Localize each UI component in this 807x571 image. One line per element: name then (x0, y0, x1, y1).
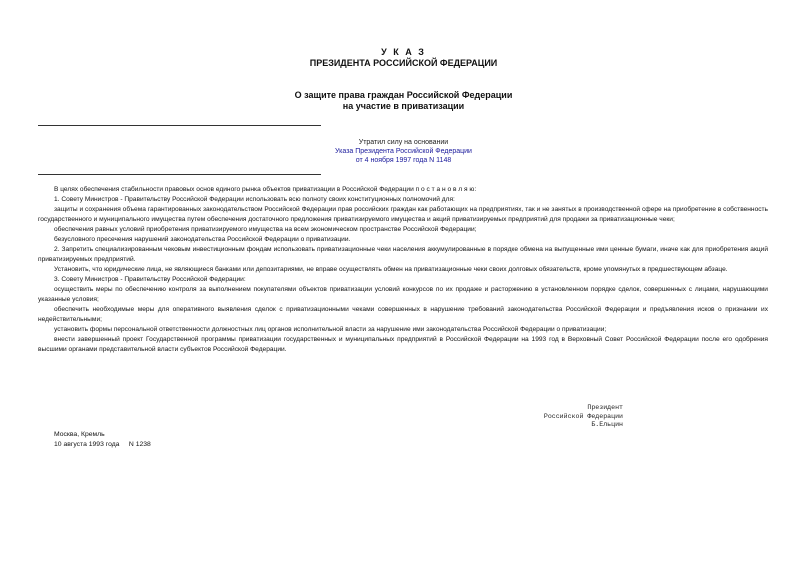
top-divider (38, 125, 321, 126)
paragraph: 2. Запретить специализированным чековым инвестиционным фондам использовать приватизационные чеки населения аккумулированные в порядке обмена на выпущенные ими ценные бумаги, иначе как для приобретения акций приватизируемых предприятий. (38, 246, 768, 263)
decree-issuer: ПРЕЗИДЕНТА РОССИЙСКОЙ ФЕДЕРАЦИИ (309, 58, 498, 68)
paragraph: безусловного пресечения нарушений законодательства Российской Федерации о приватизации. (54, 236, 351, 243)
paragraph: 3. Совету Министров - Правительству Российской Федерации: (54, 276, 246, 283)
date-and-number: 10 августа 1993 года N 1238 (54, 441, 151, 448)
status-note-link-line2[interactable]: от 4 ноября 1997 года N 1148 (355, 157, 452, 164)
paragraph: внести завершенный проект Государственной программы приватизации государственных и муниципальных предприятий в Российской Федерации на 1993 год в Верховный Совет Российской Федерации после его одобрения высшими органами представительной власти субъектов Российской Федерации. (38, 336, 768, 353)
decree-subject-line1: О защите права граждан Российской Федерации (294, 90, 513, 100)
decree-subject-line2: на участие в приватизации (342, 101, 465, 111)
signature-office: Российской Федерации (543, 412, 623, 420)
status-note-link-line1[interactable]: Указа Президента Российской Федерации (335, 148, 472, 155)
status-note-line1: Утратил силу на основании (358, 139, 449, 146)
paragraph: осуществить меры по обеспечению контроля за выполнением покупателями объектов приватизации условий конкурсов по их продаже и расторжению в установленном порядке сделок, совершенных с лицами, нарушающими указанные условия; (38, 286, 768, 303)
paragraph: обеспечения равных условий приобретения приватизируемого имущества на всем экономическом пространстве Российской Федерации; (54, 226, 477, 233)
place-and-date (54, 430, 151, 450)
place: Москва, Кремль (54, 431, 105, 438)
decree-body (38, 185, 768, 355)
paragraph: Установить, что юридические лица, не являющиеся банками или депозитариями, не вправе осуществлять обмен на приватизационные чеки своих долговых обязательств, кроме упомянутых в предшествующем абзаце. (54, 266, 728, 273)
signature-block (544, 404, 623, 430)
signature-title: Президент (587, 404, 623, 411)
paragraph: обеспечить необходимые меры для оперативного выявления сделок с приватизационными чеками совершенных в нарушение требований законодательства Российской Федерации и предъявления исков о признании их недействительными; (38, 306, 768, 323)
decree-title: У К А З (381, 47, 426, 57)
bottom-divider (38, 174, 321, 175)
paragraph: защиты и сохранения объема гарантированных законодательством Российской Федерации прав российских граждан как работающих на предприятиях, так и не занятых в производственной сфере на приобретение в собственность государственного и муниципального имущества путем обеспечения достаточного предложения приватизируемого имущества и акций приватизируемых предприятий для продажи за приватизационные чеки; (38, 206, 768, 223)
paragraph: В целях обеспечения стабильности правовых основ единого рынка объектов приватизации в Российской Федерации п о с т а н о в л я ю: (54, 186, 477, 193)
paragraph: 1. Совету Министров - Правительству Российской Федерации использовать всю полноту своих конституционных полномочий для: (54, 196, 455, 203)
signature-name: Б.Ельцин (591, 421, 623, 428)
paragraph: установить формы персональной ответственности должностных лиц органов исполнительной власти за нарушение ими законодательства Российской Федерации о приватизации; (54, 326, 607, 333)
